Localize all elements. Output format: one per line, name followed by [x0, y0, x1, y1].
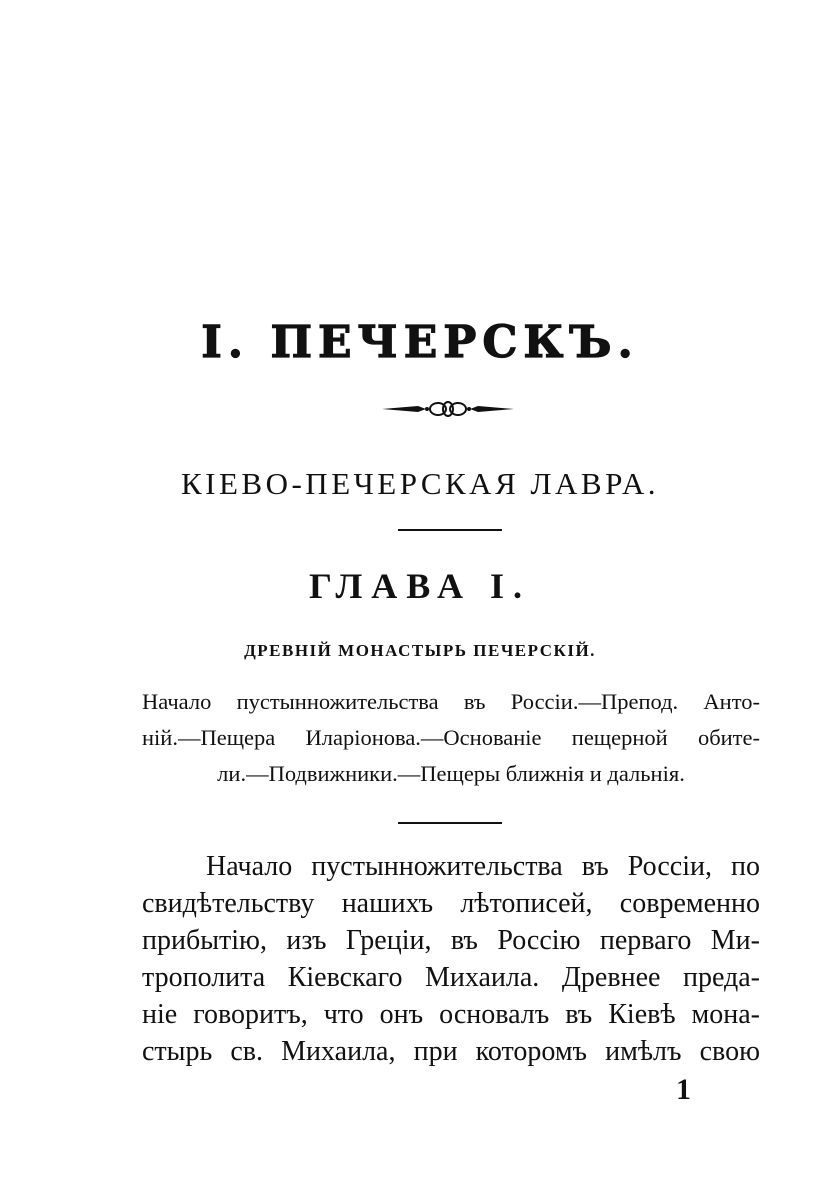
divider-rule [398, 529, 502, 531]
summary-line: ли.—Подвижники.—Пещеры ближнія и дальнія. [217, 761, 685, 786]
page-number: 1 [676, 1073, 691, 1106]
section-title: КІЕВО-ПЕЧЕРСКАЯ ЛАВРА. [180, 466, 660, 501]
body-line: стырь св. Михаила, при которомъ имѣлъ свою [142, 1036, 760, 1067]
chapter-summary [142, 684, 760, 792]
body-line: ніе говоритъ, что онъ основалъ въ Кіевѣ мона- [142, 999, 760, 1030]
body-paragraph [142, 848, 760, 1070]
chapter-title: ГЛАВА I. [308, 566, 532, 606]
body-line: трополита Кіевскаго Михаила. Древнее преда- [142, 962, 760, 993]
body-line: прибытію, изъ Греціи, въ Россію перваго Ми- [142, 925, 760, 956]
body-line: Начало пустынножительства въ Россіи, по [206, 851, 760, 882]
decorative-flourish-icon [380, 398, 516, 420]
summary-line: Начало пустынножительства въ Россіи.—Препод. Анто- [142, 689, 760, 714]
body-line: свидѣтельству нашихъ лѣтописей, современно [142, 888, 760, 919]
divider-rule [398, 822, 502, 824]
chapter-subtitle: ДРЕВНІЙ МОНАСТЫРЬ ПЕЧЕРСКІЙ. [244, 641, 596, 660]
summary-line: ній.—Пещера Иларіонова.—Основаніе пещерной обите- [142, 725, 760, 750]
part-title: I. ПЕЧЕРСКЪ. [201, 317, 639, 368]
